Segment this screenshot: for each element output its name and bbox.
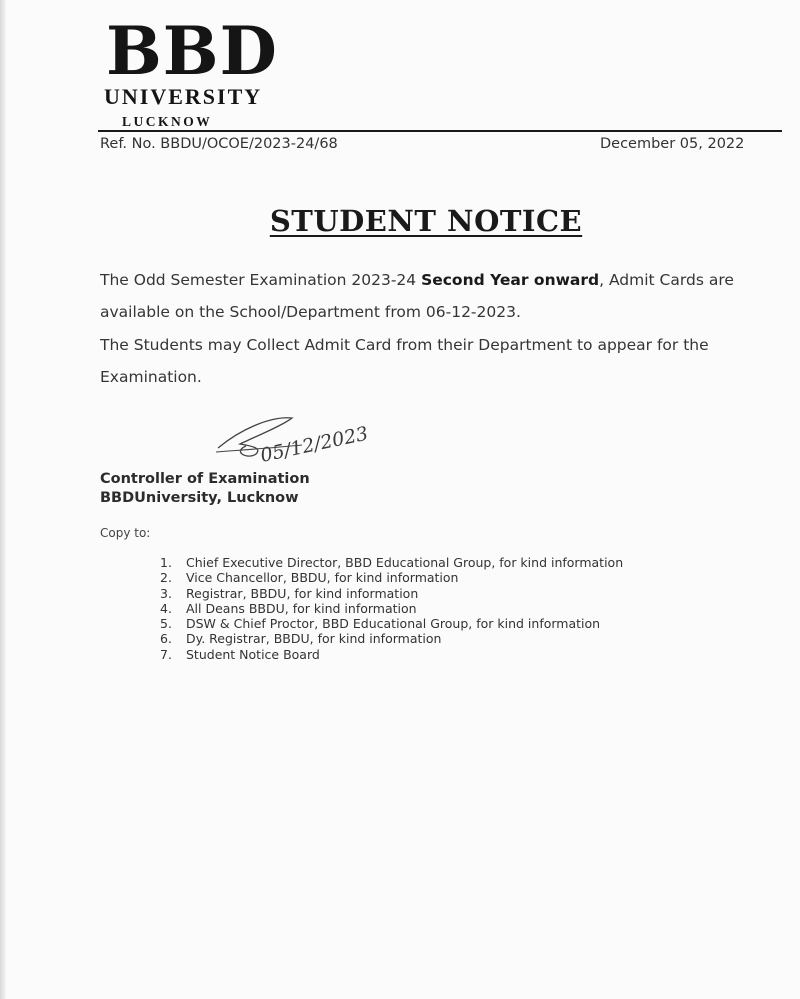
list-item: 5. DSW & Chief Proctor, BBD Educational Group, for kind information [160,616,601,632]
list-item: 4. All Deans BBDU, for kind information [160,600,417,616]
university-logo [104,12,304,130]
notice-paragraph-1 [100,264,764,328]
notice-title: STUDENT NOTICE [269,204,583,238]
paragraph-1-prefix: The Odd Semester Examination 2023-24 [100,271,422,289]
list-item: 6. Dy. Registrar, BBDU, for kind information [160,631,442,647]
notice-paragraph-2: The Students may Collect Admit Card from their Department to appear for the Examination. [100,336,709,386]
copy-to-label: Copy to: [100,526,151,540]
logo-main-text: BBD [106,12,278,90]
list-item: 7. Student Notice Board [160,646,320,662]
list-item: 2. Vice Chancellor, BBDU, for kind information [160,570,459,586]
signature-image [212,408,402,470]
signature-date: 05/12/2023 [258,422,371,467]
paragraph-1-suffix: , Admit Cards are available on the School/Department from 06-12-2023. [100,271,734,321]
paragraph-1-emphasis: Second Year onward [421,271,600,289]
signatory-designation: Controller of Examination [100,471,310,487]
scan-edge-shadow [0,0,6,999]
notice-date: December 05, 2022 [600,136,745,152]
header-divider [98,130,782,132]
signatory-block [100,470,310,508]
list-item: 1. Chief Executive Director, BBD Educational Group, for kind information [160,555,624,570]
reference-number: Ref. No. BBDU/OCOE/2023-24/68 [100,136,338,152]
logo-city-text: LUCKNOW [122,114,213,129]
logo-university-text: UNIVERSITY [104,84,263,109]
list-item: 3. Registrar, BBDU, for kind information [160,585,419,601]
copy-to-list [160,555,623,662]
signatory-institution: BBDUniversity, Lucknow [100,490,299,506]
